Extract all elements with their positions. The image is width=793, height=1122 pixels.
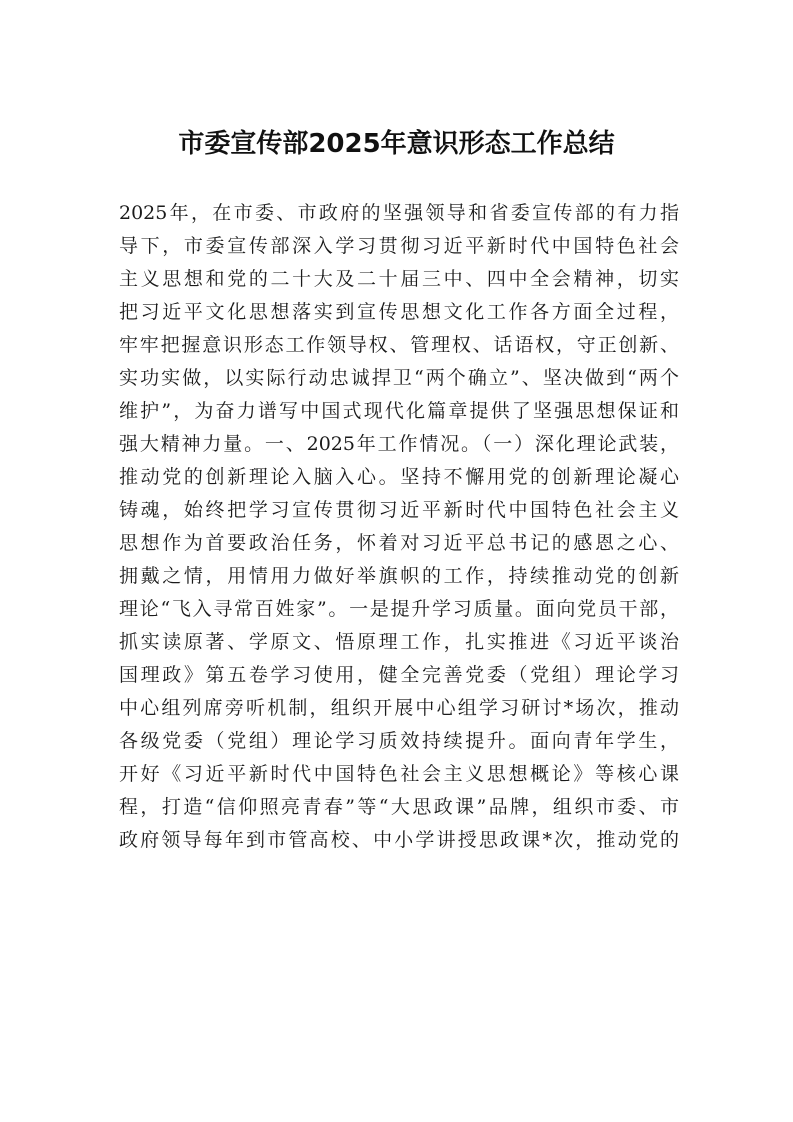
body-line: 拥戴之情，用情用力做好举旗帜的工作，持续推动党的创新 [119,565,679,587]
body-line: 2025年，在市委、市政府的坚强领导和省委宣传部的有力指 [119,202,679,224]
body-line: 中心组列席旁听机制，组织开展中心组学习研讨*场次，推动 [119,697,679,719]
body-line: 实功实做，以实际行动忠诚捍卫“两个确立”、坚决做到“两个 [119,367,679,389]
body-line: 铸魂，始终把学习宣传贯彻习近平新时代中国特色社会主义 [119,499,679,521]
document-body [119,197,679,857]
body-line: 开好《习近平新时代中国特色社会主义思想概论》等核心课 [119,763,679,785]
body-line: 导下，市委宣传部深入学习贯彻习近平新时代中国特色社会 [119,235,679,257]
body-line: 把习近平文化思想落实到宣传思想文化工作各方面全过程， [119,301,679,323]
body-line: 抓实读原著、学原文、悟原理工作，扎实推进《习近平谈治 [119,631,679,653]
body-line: 主义思想和党的二十大及二十届三中、四中全会精神，切实 [119,268,679,290]
body-line: 各级党委（党组）理论学习质效持续提升。面向青年学生， [119,730,679,752]
body-line: 程，打造“信仰照亮青春”等“大思政课”品牌，组织市委、市 [119,796,679,818]
body-line: 推动党的创新理论入脑入心。坚持不懈用党的创新理论凝心 [119,466,679,488]
body-line: 维护”，为奋力谱写中国式现代化篇章提供了坚强思想保证和 [119,400,679,422]
body-line: 强大精神力量。一、2025年工作情况。（一）深化理论武装， [119,433,679,455]
body-line: 牢牢把握意识形态工作领导权、管理权、话语权，守正创新、 [119,334,679,356]
body-line: 国理政》第五卷学习使用，健全完善党委（党组）理论学习 [119,664,679,686]
document-title: 市委宣传部2025年意识形态工作总结 [178,129,615,159]
body-line: 思想作为首要政治任务，怀着对习近平总书记的感恩之心、 [119,532,679,554]
body-line: 政府领导每年到市管高校、中小学讲授思政课*次，推动党的 [119,829,679,851]
body-line: 理论“飞入寻常百姓家”。一是提升学习质量。面向党员干部， [119,598,679,620]
